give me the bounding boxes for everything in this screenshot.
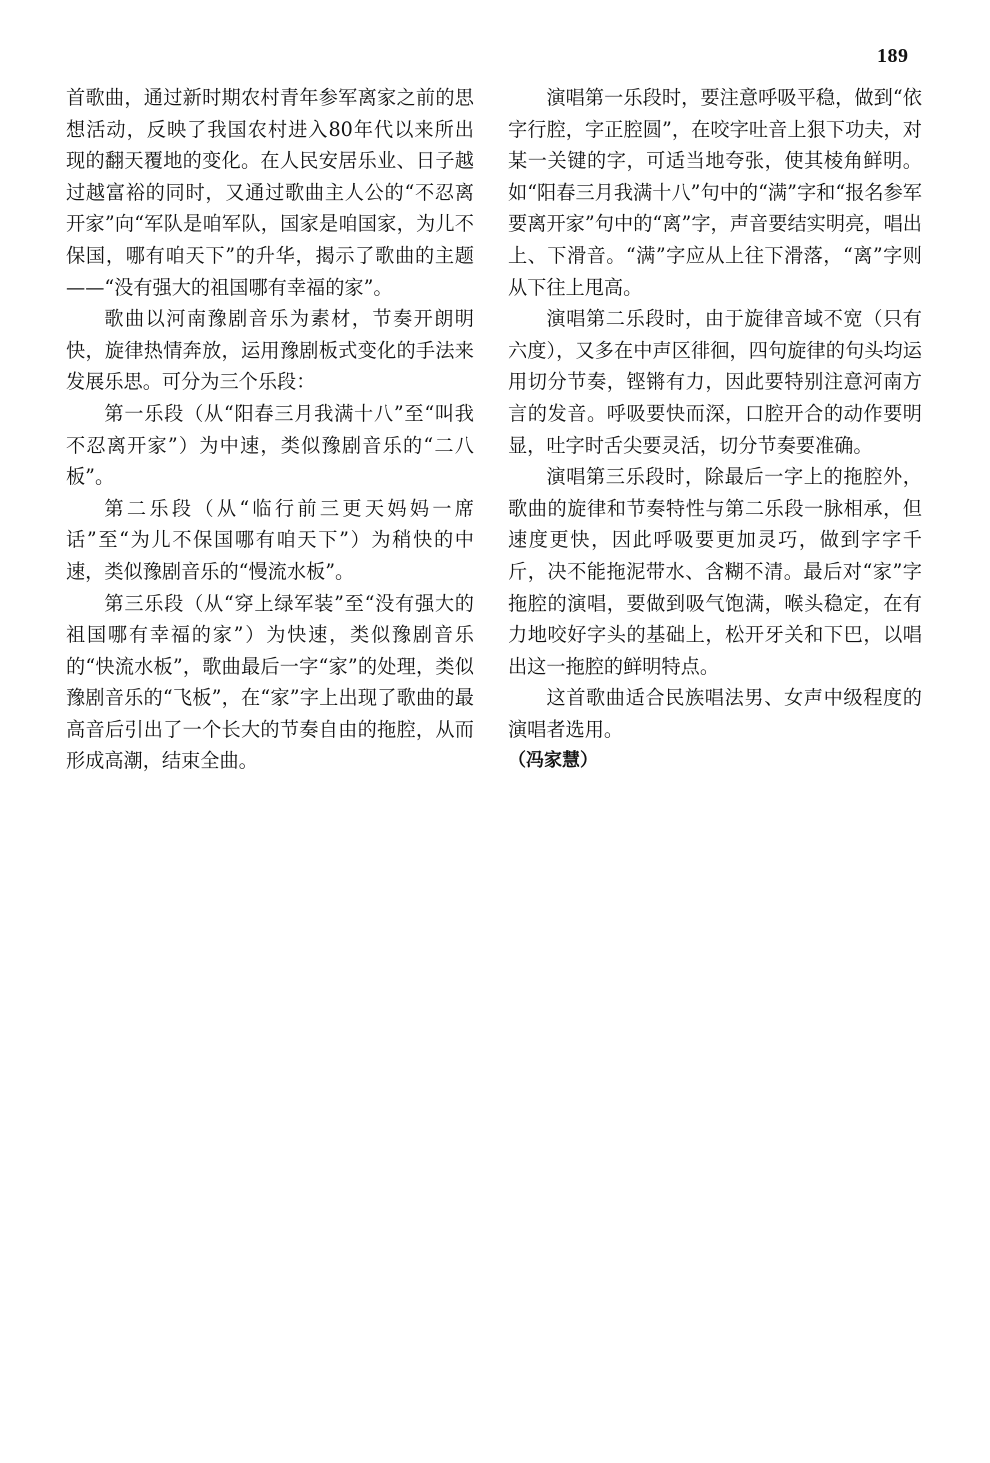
page-number: 189 <box>877 45 909 67</box>
left-column <box>66 82 474 777</box>
paragraph: 歌曲以河南豫剧音乐为素材，节奏开朗明快，旋律热情奔放，运用豫剧板式变化的手法来发展乐思。可分为三个乐段： <box>66 307 474 394</box>
author-signature: （冯家慧） <box>508 750 598 772</box>
paragraph: 第二乐段（从“临行前三更天妈妈一席话”至“为儿不保国哪有咱天下”）为稍快的中速，类似豫剧音乐的“慢流水板”。 <box>66 496 474 583</box>
right-column <box>508 82 922 777</box>
paragraph: 第三乐段（从“穿上绿军装”至“没有强大的祖国哪有幸福的家”）为快速，类似豫剧音乐的“快流水板”，歌曲最后一字“家”的处理，类似豫剧音乐的“飞板”，在“家”字上出现了歌曲的最高音后引出了一个长大的节奏自由的拖腔，从而形成高潮，结束全曲。 <box>66 591 474 773</box>
paragraph: 第一乐段（从“阳春三月我满十八”至“叫我不忍离开家”）为中速，类似豫剧音乐的“二八板”。 <box>66 401 474 489</box>
paragraph: 演唱第二乐段时，由于旋律音域不宽（只有六度），又多在中声区徘徊，四句旋律的句头均运用切分节奏，铿锵有力，因此要特别注意河南方言的发音。呼吸要快而深，口腔开合的动作要明显，吐字时舌尖要灵活，切分节奏要准确。 <box>508 307 922 457</box>
paragraph: 演唱第三乐段时，除最后一字上的拖腔外，歌曲的旋律和节奏特性与第二乐段一脉相承，但速度更快，因此呼吸要更加灵巧，做到字字千斤，决不能拖泥带水、含糊不清。最后对“家”字拖腔的演唱，要做到吸气饱满，喉头稳定，在有力地咬好字头的基础上，松开牙关和下巴，以唱出这一拖腔的鲜明特点。 <box>508 465 922 678</box>
paragraph: 演唱第一乐段时，要注意呼吸平稳，做到“依字行腔，字正腔圆”，在咬字吐音上狠下功夫，对某一关键的字，可适当地夸张，使其棱角鲜明。如“阳春三月我满十八”句中的“满”字和“报名参军要离开家”句中的“离”字，声音要结实明亮，唱出上、下滑音。“满”字应从上往下滑落，“离”字则从下往上甩高。 <box>508 86 922 299</box>
paragraph: 这首歌曲适合民族唱法男、女声中级程度的演唱者选用。 <box>508 686 922 741</box>
continued-paragraph: 首歌曲，通过新时期农村青年参军离家之前的思想活动，反映了我国农村进入80年代以来所出现的翻天覆地的变化。在人民安居乐业、日子越过越富裕的同时，又通过歌曲主人公的“不忍离开家”向“军队是咱军队，国家是咱国家，为儿不保国，哪有咱天下”的升华，揭示了歌曲的主题——“没有强大的祖国哪有幸福的家”。 <box>66 86 474 299</box>
